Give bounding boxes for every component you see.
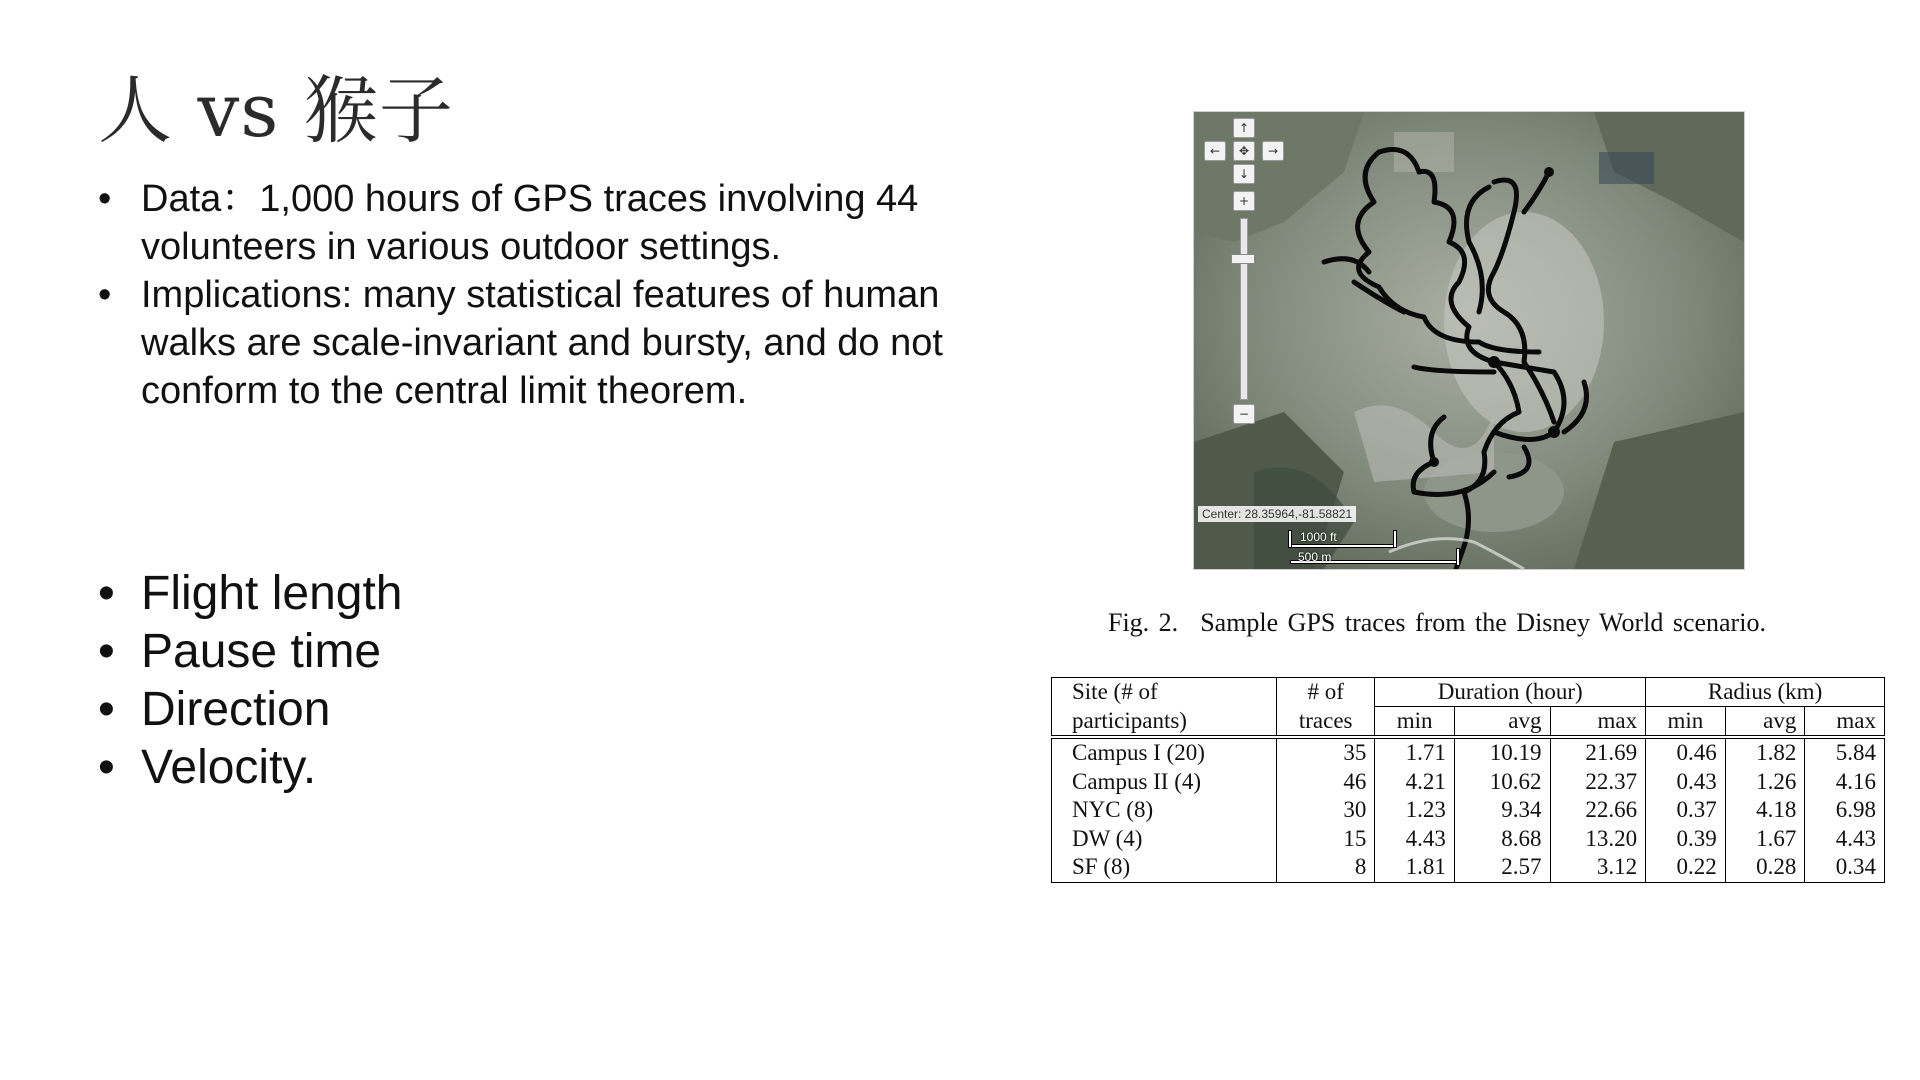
cell-radius-min: 0.39 (1646, 825, 1726, 854)
pan-up-control[interactable]: ↑ (1233, 118, 1255, 138)
cell-duration-max: 3.12 (1550, 853, 1646, 882)
scale-bar-tick (1393, 530, 1397, 548)
cell-radius-max: 4.43 (1805, 825, 1885, 854)
header-radius-min: min (1646, 707, 1726, 738)
table-row (1052, 825, 1885, 854)
header-duration-max: max (1550, 707, 1646, 738)
cell-radius-avg: 4.18 (1725, 796, 1805, 825)
table-row (1052, 737, 1885, 768)
cell-site: SF (8) (1052, 853, 1277, 882)
feature-bullet-list (98, 565, 698, 797)
cell-duration-max: 13.20 (1550, 825, 1646, 854)
cell-radius-avg: 1.82 (1725, 737, 1805, 768)
scale-bar-tick (1288, 530, 1292, 548)
cell-radius-max: 4.16 (1805, 768, 1885, 797)
cell-duration-avg: 10.19 (1454, 737, 1550, 768)
cell-radius-max: 6.98 (1805, 796, 1885, 825)
cell-radius-min: 0.46 (1646, 737, 1726, 768)
pan-left-control[interactable]: ← (1204, 141, 1226, 161)
cell-radius-min: 0.22 (1646, 853, 1726, 882)
cell-radius-min: 0.37 (1646, 796, 1726, 825)
pan-down-control[interactable]: ↓ (1233, 164, 1255, 184)
cell-duration-avg: 10.62 (1454, 768, 1550, 797)
detail-bullet-list (98, 175, 978, 415)
cell-traces: 46 (1277, 768, 1375, 797)
cell-duration-min: 1.23 (1375, 796, 1455, 825)
cell-duration-min: 4.21 (1375, 768, 1455, 797)
bullet-data: • Data：1,000 hours of GPS traces involving 44 volunteers in various outdoor settings. (98, 175, 978, 271)
header-duration: Duration (hour) (1375, 678, 1646, 707)
header-radius-max: max (1805, 707, 1885, 738)
header-duration-min: min (1375, 707, 1455, 738)
header-radius: Radius (km) (1646, 678, 1885, 707)
bullet-velocity: • Velocity. (98, 739, 698, 797)
figure-caption-text: Sample GPS traces from the Disney World scenario. (1200, 608, 1766, 637)
cell-duration-avg: 2.57 (1454, 853, 1550, 882)
bullet-pause-time: • Pause time (98, 623, 698, 681)
cell-site: Campus II (4) (1052, 768, 1277, 797)
header-radius-avg: avg (1725, 707, 1805, 738)
header-site-line2: participants) (1052, 707, 1277, 738)
pan-right-control[interactable]: → (1262, 141, 1284, 161)
bullet-implications: • Implications: many statistical features of human walks are scale-invariant and bursty, and do not conform to the central limit theorem. (98, 271, 978, 415)
zoom-slider-thumb[interactable] (1231, 254, 1255, 264)
cell-radius-min: 0.43 (1646, 768, 1726, 797)
table-row (1052, 853, 1885, 882)
scale-label-meters: 500 m (1298, 550, 1332, 564)
figure-label: Fig. 2. (1108, 608, 1179, 637)
cell-traces: 30 (1277, 796, 1375, 825)
cell-duration-max: 22.66 (1550, 796, 1646, 825)
cell-radius-avg: 1.26 (1725, 768, 1805, 797)
figure-caption (1108, 608, 1766, 638)
bullet-direction: • Direction (98, 681, 698, 739)
cell-duration-max: 21.69 (1550, 737, 1646, 768)
cell-radius-max: 0.34 (1805, 853, 1885, 882)
cell-duration-avg: 9.34 (1454, 796, 1550, 825)
slide-title: 人 vs 猴子 (98, 68, 454, 154)
zoom-out-control[interactable]: − (1233, 404, 1255, 424)
scale-bar-feet (1290, 544, 1397, 548)
cell-site: Campus I (20) (1052, 737, 1277, 768)
map-center-coordinates: Center: 28.35964,-81.58821 (1198, 506, 1356, 522)
zoom-in-control[interactable]: + (1233, 191, 1255, 211)
cell-duration-max: 22.37 (1550, 768, 1646, 797)
table-row (1052, 768, 1885, 797)
cell-traces: 15 (1277, 825, 1375, 854)
scale-bar-tick (1456, 548, 1460, 566)
bullet-flight-length: • Flight length (98, 565, 698, 623)
zoom-slider-track[interactable] (1240, 218, 1248, 400)
satellite-map-image (1194, 112, 1744, 569)
scale-label-feet: 1000 ft (1300, 530, 1337, 544)
cell-duration-min: 1.71 (1375, 737, 1455, 768)
cell-radius-avg: 0.28 (1725, 853, 1805, 882)
header-traces: # of (1277, 678, 1375, 707)
gps-trace-map (1193, 111, 1745, 570)
pan-center-control[interactable]: ✥ (1233, 141, 1255, 161)
cell-traces: 8 (1277, 853, 1375, 882)
table-row (1052, 796, 1885, 825)
header-duration-avg: avg (1454, 707, 1550, 738)
cell-site: NYC (8) (1052, 796, 1277, 825)
header-traces-line2: traces (1277, 707, 1375, 738)
cell-radius-max: 5.84 (1805, 737, 1885, 768)
cell-radius-avg: 1.67 (1725, 825, 1805, 854)
gps-trace-statistics-table (1051, 677, 1885, 883)
cell-duration-min: 4.43 (1375, 825, 1455, 854)
cell-duration-min: 1.81 (1375, 853, 1455, 882)
cell-duration-avg: 8.68 (1454, 825, 1550, 854)
header-site: Site (# of (1052, 678, 1277, 707)
cell-traces: 35 (1277, 737, 1375, 768)
cell-site: DW (4) (1052, 825, 1277, 854)
